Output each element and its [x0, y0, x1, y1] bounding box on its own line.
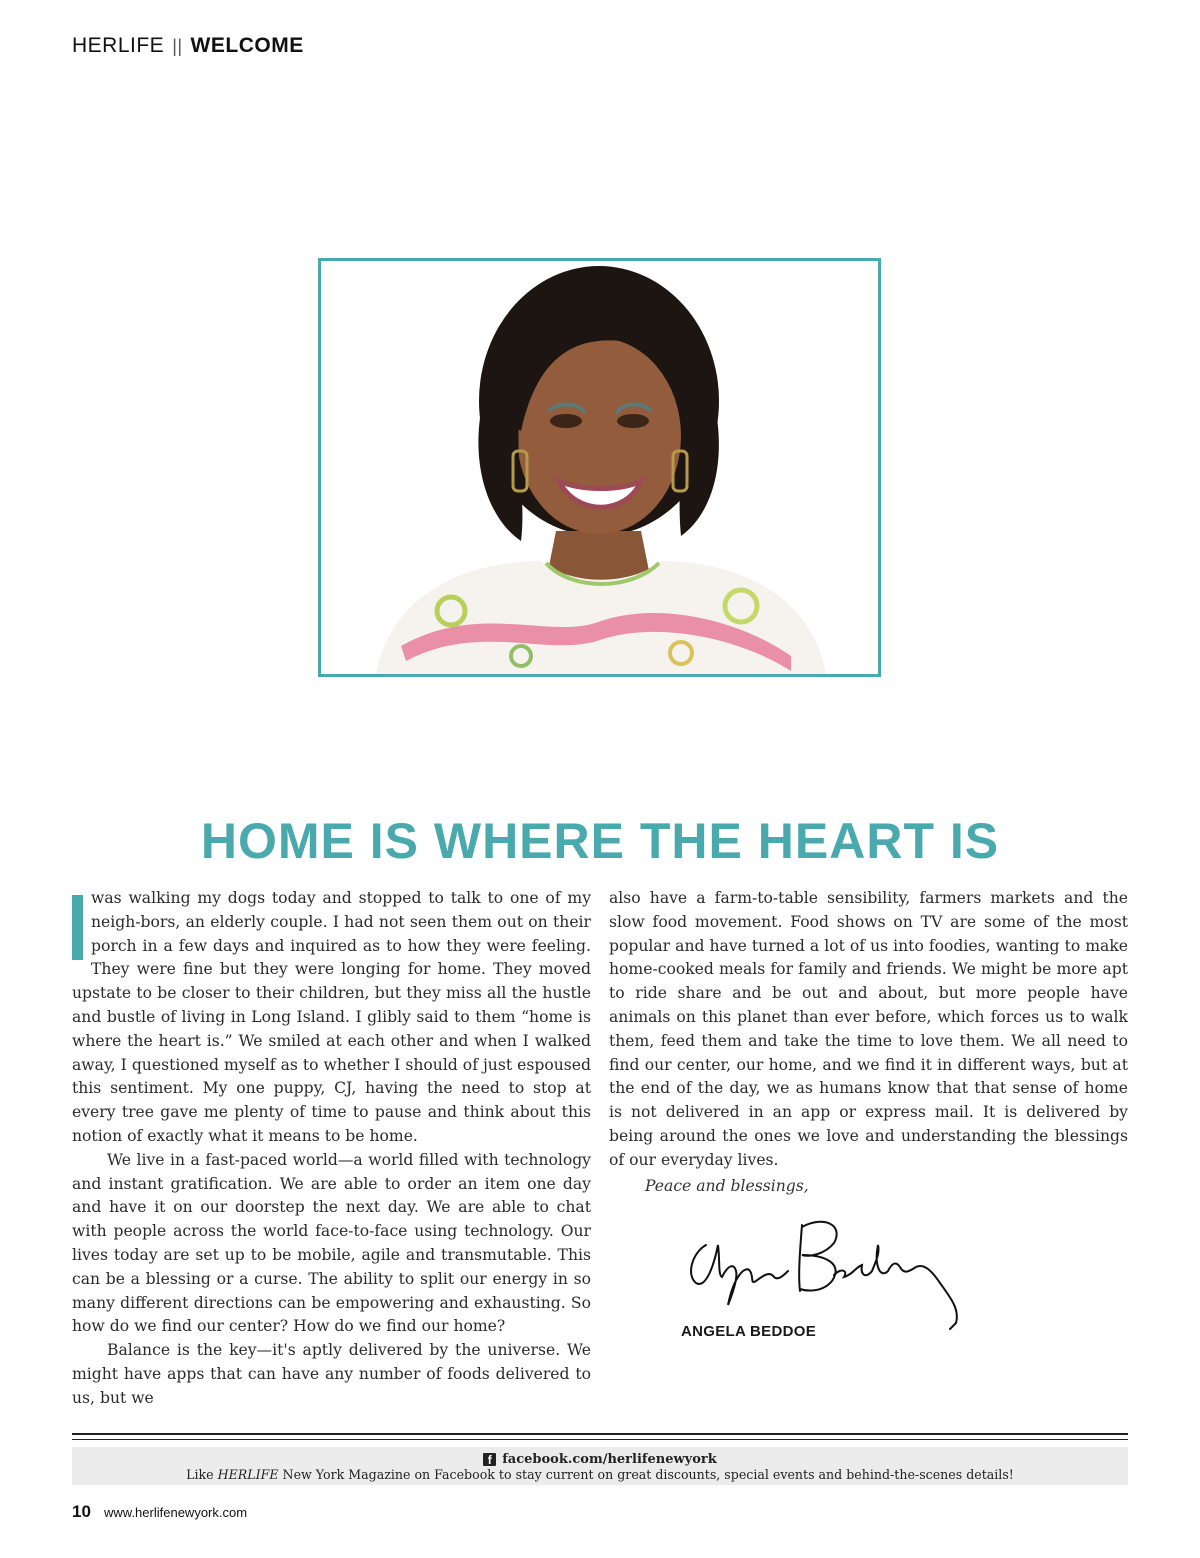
article-column-left — [72, 887, 591, 1411]
portrait-illustration — [321, 261, 878, 674]
footer-divider — [72, 1433, 1128, 1435]
signoff-text: Peace and blessings, — [645, 1177, 809, 1195]
section-separator: || — [172, 36, 183, 56]
article-column-right — [609, 887, 1128, 1173]
section-header — [72, 34, 304, 58]
website-url[interactable]: www.herlifenewyork.com — [104, 1505, 248, 1520]
page-name: WELCOME — [190, 34, 304, 57]
article-paragraph: also have a farm-to-table sensibility, farmers markets and the slow food movement. Food shows on TV are some of the most popular and have turned a lot of us into foodies, wanting to make home-cooked meals for family and friends. We might be more apt to ride share and be out and about, but more people have animals on this planet than ever before, which forces us to walk them, feed them and take the time to love them. We all need to find our center, our home, and we find it in different ways, but at the end of the day, we as humans know that that sense of home is not delivered in an app or express mail. It is delivered by being around the ones we love and understanding the blessings of our everyday lives. — [609, 889, 1128, 1169]
page-number: 10 — [72, 1502, 91, 1521]
author-name: ANGELA BEDDOE — [681, 1323, 817, 1340]
promo-brand: HERLIFE — [217, 1467, 279, 1482]
facebook-promo-bar — [72, 1447, 1128, 1485]
article-paragraph: We live in a fast-paced world—a world filled with technology and instant gratification. We are able to order an item one day and have it on our doorstep the next day. We are able to chat with people across the world face-to-face using technology. Our lives today are set up to be mobile, agile and transmutable. This can be a blessing or a curse. The ability to split our energy in so many different directions can be empowering and exhausting. So how do we find our center? How do we find our home? — [72, 1150, 591, 1336]
article-paragraph — [72, 887, 591, 1149]
promo-prefix: Like — [186, 1467, 218, 1482]
facebook-link[interactable] — [72, 1453, 1128, 1467]
article-headline: HOME IS WHERE THE HEART IS — [200, 813, 1000, 869]
portrait-photo — [318, 258, 881, 677]
handwritten-signature — [684, 1205, 974, 1335]
paragraph-text: was walking my dogs today and stopped to talk to one of my neigh-bors, an elderly couple. I had not seen them out on their porch in a few days and inquired as to how they were feeling. They were fine but they were longing for home. They moved upstate to be closer to their children, but they miss all the hustle and bustle of living in Long Island. I glibly said to them “home is where the heart is.” We smiled at each other and when I walked away, I questioned myself as to whether I should of just espoused this sentiment. My one puppy, CJ, having the need to stop at every tree gave me plenty of time to pause and think about this notion of exactly what it means to be home. — [72, 889, 591, 1145]
facebook-icon: f — [483, 1453, 496, 1466]
facebook-promo-text — [72, 1467, 1128, 1482]
section-name: HERLIFE — [72, 34, 165, 57]
facebook-url[interactable]: facebook.com/herlifenewyork — [502, 1452, 717, 1467]
article-paragraph: Balance is the key—it's aptly delivered by the universe. We might have apps that can have any number of foods delivered to us, but we — [72, 1341, 591, 1407]
footer-divider — [72, 1439, 1128, 1440]
promo-suffix: New York Magazine on Facebook to stay current on great discounts, special events and behind-the-scenes details! — [278, 1467, 1014, 1482]
drop-cap-i — [72, 895, 83, 960]
